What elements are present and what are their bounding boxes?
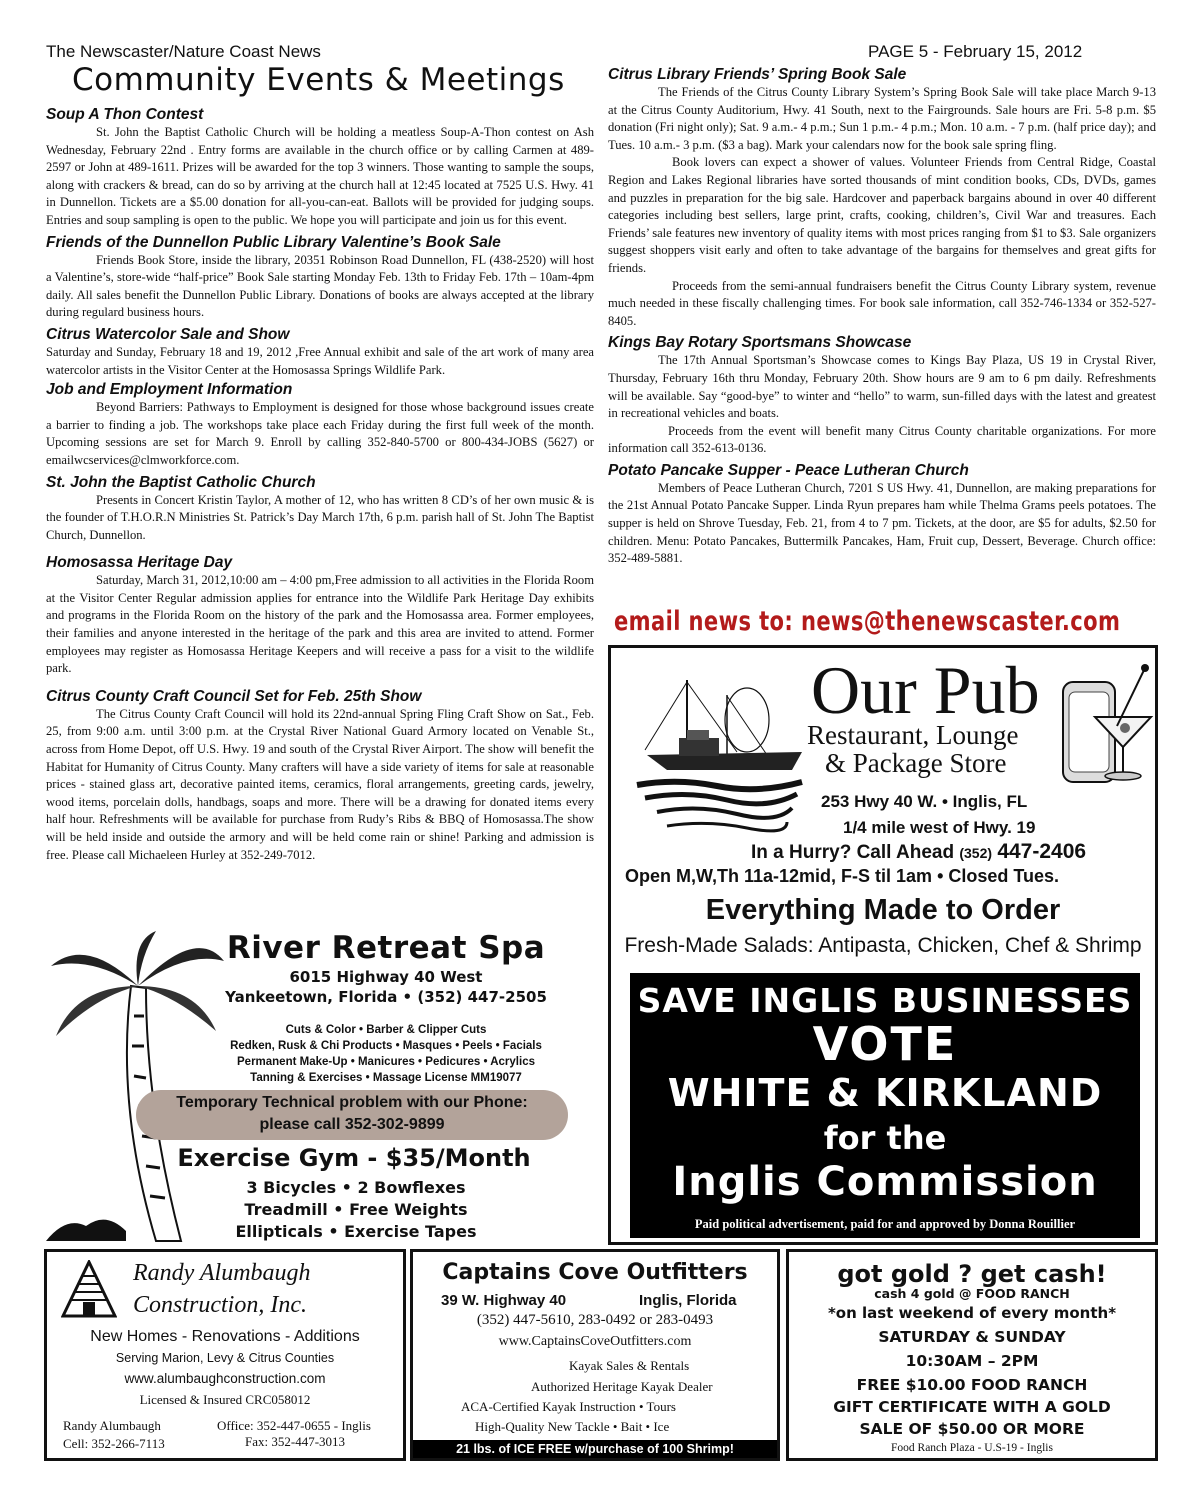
captains-city: Inglis, Florida (639, 1292, 737, 1309)
article-paragraph: Proceeds from the semi-annual fundraisers benefit the Citrus County Library system, revenue much needed in these fiscally challenging times. For book sale information, call 352-746-1334 or 352-527-8405. (608, 278, 1156, 328)
pub-tagline: Everything Made to Order (705, 894, 1061, 926)
page-date: PAGE 5 - February 15, 2012 (868, 42, 1083, 61)
article-title: Citrus Watercolor Sale and Show (46, 325, 290, 343)
spa-service-line: Redken, Rusk & Chi Products • Masques • Peels • Facials (230, 1040, 542, 1052)
construction-cell[interactable]: Cell: 352-266-7113 (63, 1436, 165, 1451)
email-banner[interactable]: email news to: news@thenewscaster.com (614, 606, 1121, 637)
article-title: Soup A Thon Contest (46, 106, 204, 123)
vote-line-3: WHITE & KIRKLAND (667, 1071, 1103, 1115)
gold-offer-1: FREE $10.00 FOOD RANCH (856, 1376, 1088, 1394)
article-body: The Citrus County Craft Council will hold its 22nd-annual Spring Fling Craft Show on Sat., Feb. 25, from 9:00 a.m. until 3:00 p.m. at the Crystal River National Guard Armory located on Venable St., across from Home Depot, off U.S. Hwy. 19 and south of the Crystal River Airport. The show will benefit the Habitat for Humanity of Citrus County. Many crafters will have a side variety of items for sale at reasonable prices - stained glass art, decorative painted items, ceramics, floral arrangements, greeting cards, jewelry, wood items, porcelain dolls, handbags, soaps and more. There will be a drawing for donated items every half hour. Refreshments will be available for purchase from Rudy’s Ribs & BBQ of Homosassa.The show will be held inside and outside the armory and will be held come rain or shine! Parking and admission is free. Please call Michaeleen Hurley at 352-249-7012. (46, 706, 594, 862)
spa-gym: Exercise Gym - $35/Month (177, 1144, 531, 1172)
page-title: Community Events & Meetings (72, 62, 565, 98)
article-soup (46, 106, 594, 230)
vote-line-1: SAVE INGLIS BUSINESSES (637, 981, 1133, 1020)
article-paragraph: Proceeds from the event will benefit many Citrus County charitable organizations. For more information call 352-613-0136. (608, 423, 1156, 456)
construction-website[interactable]: www.alumbaughconstruction.com (124, 1371, 326, 1386)
article-title: Homosassa Heritage Day (46, 554, 233, 572)
house-logo-icon (61, 1260, 117, 1318)
article-body: Friends Book Store, inside the library, 20351 Robinson Road Dunnellon, FL (438-2520) will host a Valentine’s, store-wide “half-price” Book Sale starting Monday Feb. 13th to Friday Feb. 17th – 10am-4pm daily. All sales benefit the Dunnellon Public Library. Donations of books are always accepted at the library during regulard business hours. (46, 252, 594, 320)
captains-line-4: High-Quality New Tackle • Bait • Ice (475, 1419, 670, 1434)
spa-service-line: Cuts & Color • Barber & Clipper Cuts (285, 1024, 487, 1036)
vote-line-5: Inglis Commission (672, 1159, 1098, 1205)
article-body: Saturday, March 31, 2012,10:00 am – 4:00 pm,Free admission to all activities in the Florida Room at the Visitor Center Regular admission applies for entrance into the Wildlife Park Heritage Day exhibits and programs in the Florida Room on the history of the park and the Homosassa area. Former employees, their families and anyone interested in the heritage of the park and this area are invited to attend. Former employees may register as Homosassa Heritage Keepers and will receive a pass for a visit to the wildlife park. (46, 573, 594, 676)
spa-city-phone[interactable]: Yankeetown, Florida • (352) 447-2505 (225, 988, 547, 1006)
spa-ad (46, 926, 596, 1246)
article-st-john (46, 474, 594, 545)
gold-time: 10:30AM – 2PM (905, 1352, 1039, 1370)
pub-phone[interactable]: 447-2406 (997, 840, 1087, 863)
vote-line-4: for the (823, 1119, 947, 1157)
gold-offer-2: GIFT CERTIFICATE WITH A GOLD (833, 1398, 1111, 1416)
paper-name: The Newscaster/Nature Coast News (46, 42, 321, 61)
pub-address: 253 Hwy 40 W. • Inglis, FL (821, 792, 1028, 811)
spa-phone-notice (136, 1090, 568, 1140)
article-craft (46, 688, 594, 864)
article-body: St. John the Baptist Catholic Church will be holding a meatless Soup-A-Thon contest on Ash Wednesday, February 22nd . Entry forms are available in the church office or by calling Carmen at 489-2597 or John at 489-1611. Prizes will be awarded for the top 3 winners. Those wanting to sample the soups, along with crackers & bread, can do so by arriving at the church hall at 12:45 located at 7525 U.S. Hwy. 41 in Dunnellon. Tickets are a $5.00 donation for all-you-can-eat. Ballots will be provided for judging soups. Entries and soup sampling is open to the public. We hope you will participate and join us for this event. (46, 125, 594, 227)
construction-office[interactable]: Office: 352-447-0655 - Inglis (217, 1418, 371, 1433)
right-column (608, 66, 1156, 568)
captains-line-2: Authorized Heritage Kayak Dealer (531, 1379, 713, 1394)
article-job (46, 381, 594, 469)
gold-offer-3: SALE OF $50.00 OR MORE (859, 1420, 1085, 1438)
article-title: Friends of the Dunnellon Public Library Valentine’s Book Sale (46, 233, 501, 251)
construction-name-2: Construction, Inc. (133, 1292, 307, 1318)
article-paragraph: The 17th Annual Sportsman’s Showcase comes to Kings Bay Plaza, US 19 in Crystal River, Thursday, February 16th thru Monday, February 20th. Show hours are 9 am to 6 pm daily. Refreshments will be available. Say “good-bye” to winter and “hello” to warm, sun-filled days with the latest and greatest in recreational vehicles and boats. (608, 353, 1156, 421)
construction-ad (44, 1249, 406, 1461)
article-citrus-library (608, 66, 1156, 330)
article-title: Citrus Library Friends’ Spring Book Sale (608, 66, 907, 83)
pub-subtitle-1: Restaurant, Lounge (807, 720, 1019, 750)
captains-website[interactable]: www.CaptainsCoveOutfitters.com (498, 1334, 692, 1349)
pub-vote-ad (608, 645, 1158, 1245)
left-column (46, 106, 594, 864)
construction-license: Licensed & Insured CRC058012 (139, 1392, 311, 1407)
construction-serving: Serving Marion, Levy & Citrus Counties (115, 1351, 335, 1365)
gold-when: *on last weekend of every month* (827, 1304, 1117, 1322)
fishing-boat-icon (617, 660, 807, 850)
captains-line-1: Kayak Sales & Rentals (569, 1358, 690, 1373)
article-body: Beyond Barriers: Pathways to Employment is designed for those whose background issues create a barrier to finding a job. The workshops take place each Friday during the first full week of the month. Upcoming sessions are set for March 9. Enroll by calling 352-840-5700 or 800-434-JOBS (5627) or emailwcservices@clmworkforce.com. (46, 400, 594, 467)
martini-glass-icon (1059, 662, 1155, 792)
construction-name-1: Randy Alumbaugh (133, 1260, 311, 1286)
spa-service-line: Permanent Make-Up • Manicures • Pedicures • Acrylics (237, 1056, 535, 1068)
gold-location: Food Ranch Plaza - U.S-19 - Inglis (891, 1442, 1053, 1454)
captains-title: Captains Cove Outfitters (442, 1260, 748, 1285)
construction-services: New Homes - Renovations - Additions (90, 1328, 360, 1345)
article-kings-bay (608, 334, 1156, 458)
article-paragraph: Members of Peace Lutheran Church, 7201 S US Hwy. 41, Dunnellon, are making preparations for the 21st Annual Potato Pancake Supper. Linda Ryun prepares ham while Thelma Grams peels potatoes. The supper is held on Shrove Tuesday, Feb. 21, from 4 to 7 pm. Tickets, at the door, are $5 for adults, $2.50 for children. Menu: Potato Pancakes, Buttermilk Pancakes, Ham, Fruit cup, Dessert, Beverage. Church office: 352-489-5881. (608, 480, 1156, 566)
article-title: Job and Employment Information (46, 381, 293, 399)
spa-notice-line-1: Temporary Technical problem with our Phone: (176, 1094, 528, 1111)
pub-area-code: (352) (959, 845, 993, 861)
construction-fax: Fax: 352-447-3013 (245, 1434, 346, 1449)
spa-title: River Retreat Spa (226, 930, 546, 966)
article-potato (608, 462, 1156, 568)
spa-equip-3: Ellipticals • Exercise Tapes (235, 1222, 477, 1241)
vote-ad (630, 973, 1140, 1238)
gold-title: got gold ? get cash! (837, 1260, 1107, 1288)
gold-days: SATURDAY & SUNDAY (878, 1328, 1066, 1346)
pub-call-ahead (751, 840, 1086, 864)
captains-ice-offer: 21 lbs. of ICE FREE w/purchase of 100 Shrimp! (413, 1440, 777, 1458)
pub-subtitle-2: & Package Store (825, 748, 1007, 778)
spa-services (196, 1022, 576, 1086)
vote-line-2: VOTE (812, 1017, 958, 1071)
article-paragraph: The Friends of the Citrus County Library System’s Spring Book Sale will take place March 9-13 at the Citrus County Auditorium, Hwy. 41 South, next to the Fairgrounds. Sale hours are Fri. 5-8 p.m. $5 donation (Fri night only); Sat. 9 a.m.- 4 p.m.; Sun 1 p.m.- 4 p.m.; Mon. 10 a.m. - 7 p.m. (half price day); and Tues. 10 a.m.- 3 p.m. ($3 a bag). Mark your calendars now for the book sale spring fling. (608, 85, 1156, 152)
pub-name: Our Pub (811, 652, 1040, 728)
pub-hours: Open M,W,Th 11a-12mid, F-S til 1am • Closed Tues. (625, 866, 1060, 886)
pub-direction: 1/4 mile west of Hwy. 19 (843, 818, 1036, 837)
article-heritage (46, 554, 594, 678)
spa-equip-2: Treadmill • Free Weights (244, 1200, 468, 1219)
article-title: Kings Bay Rotary Sportsmans Showcase (608, 334, 912, 352)
article-body: Presents in Concert Kristin Taylor, A mother of 12, who has written 8 CD’s of her own music & is the founder of T.H.O.R.N Ministries St. Patrick’s Day March 17th, 6 p.m. parish hall of St. John The Baptist Church, Dunnellon. (46, 492, 594, 542)
spa-service-line: Tanning & Exercises • Massage License MM19077 (250, 1072, 522, 1084)
gold-subtitle: cash 4 gold @ FOOD RANCH (874, 1286, 1070, 1301)
vote-disclaimer: Paid political advertisement, paid for and approved by Donna Rouillier (694, 1217, 1076, 1231)
article-title: Citrus County Craft Council Set for Feb. 25th Show (46, 687, 422, 705)
article-watercolor (46, 326, 594, 379)
article-dunnellon-library (46, 234, 594, 322)
pub-salads: Fresh-Made Salads: Antipasta, Chicken, Chef & Shrimp (624, 934, 1142, 957)
captains-phones[interactable]: (352) 447-5610, 283-0492 or 283-0493 (476, 1312, 714, 1328)
spa-address: 6015 Highway 40 West (289, 968, 483, 986)
spa-equip-1: 3 Bicycles • 2 Bowflexes (246, 1178, 466, 1197)
captains-ad (410, 1249, 780, 1461)
spa-notice-line-2[interactable]: please call 352-302-9899 (259, 1116, 445, 1133)
article-paragraph: Book lovers can expect a shower of values. Volunteer Friends from Central Ridge, Coastal Region and Lakes Regional libraries have sorted thousands of mint condition books, CDs, DVDs, games and puzzles in preparation for the big sale. Hardcover and paperback bargains abound in over 40 different categories including best sellers, large print, crafts, cooking, children’s, Civil War and treasures. Each Friends’ sale features new inventory of quality items with most prices ranging from $1 to $3. Sale organizers suggest shoppers visit early and often to take advantage of the bargains for themselves and great gifts for friends. (608, 155, 1156, 275)
article-title: Potato Pancake Supper - Peace Lutheran Church (608, 461, 969, 479)
gold-ad (786, 1249, 1158, 1461)
article-title: St. John the Baptist Catholic Church (46, 473, 316, 491)
captains-address: 39 W. Highway 40 (441, 1292, 567, 1309)
captains-line-3: ACA-Certified Kayak Instruction • Tours (461, 1399, 676, 1414)
article-body: Saturday and Sunday, February 18 and 19, 2012 ,Free Annual exhibit and sale of the art work of many area watercolor artists in the Visitor Center at the Homosassa Springs Wildlife Park. (46, 344, 594, 377)
construction-contact: Randy Alumbaugh (63, 1418, 161, 1433)
pub-call-label: In a Hurry? Call Ahead (751, 842, 955, 863)
